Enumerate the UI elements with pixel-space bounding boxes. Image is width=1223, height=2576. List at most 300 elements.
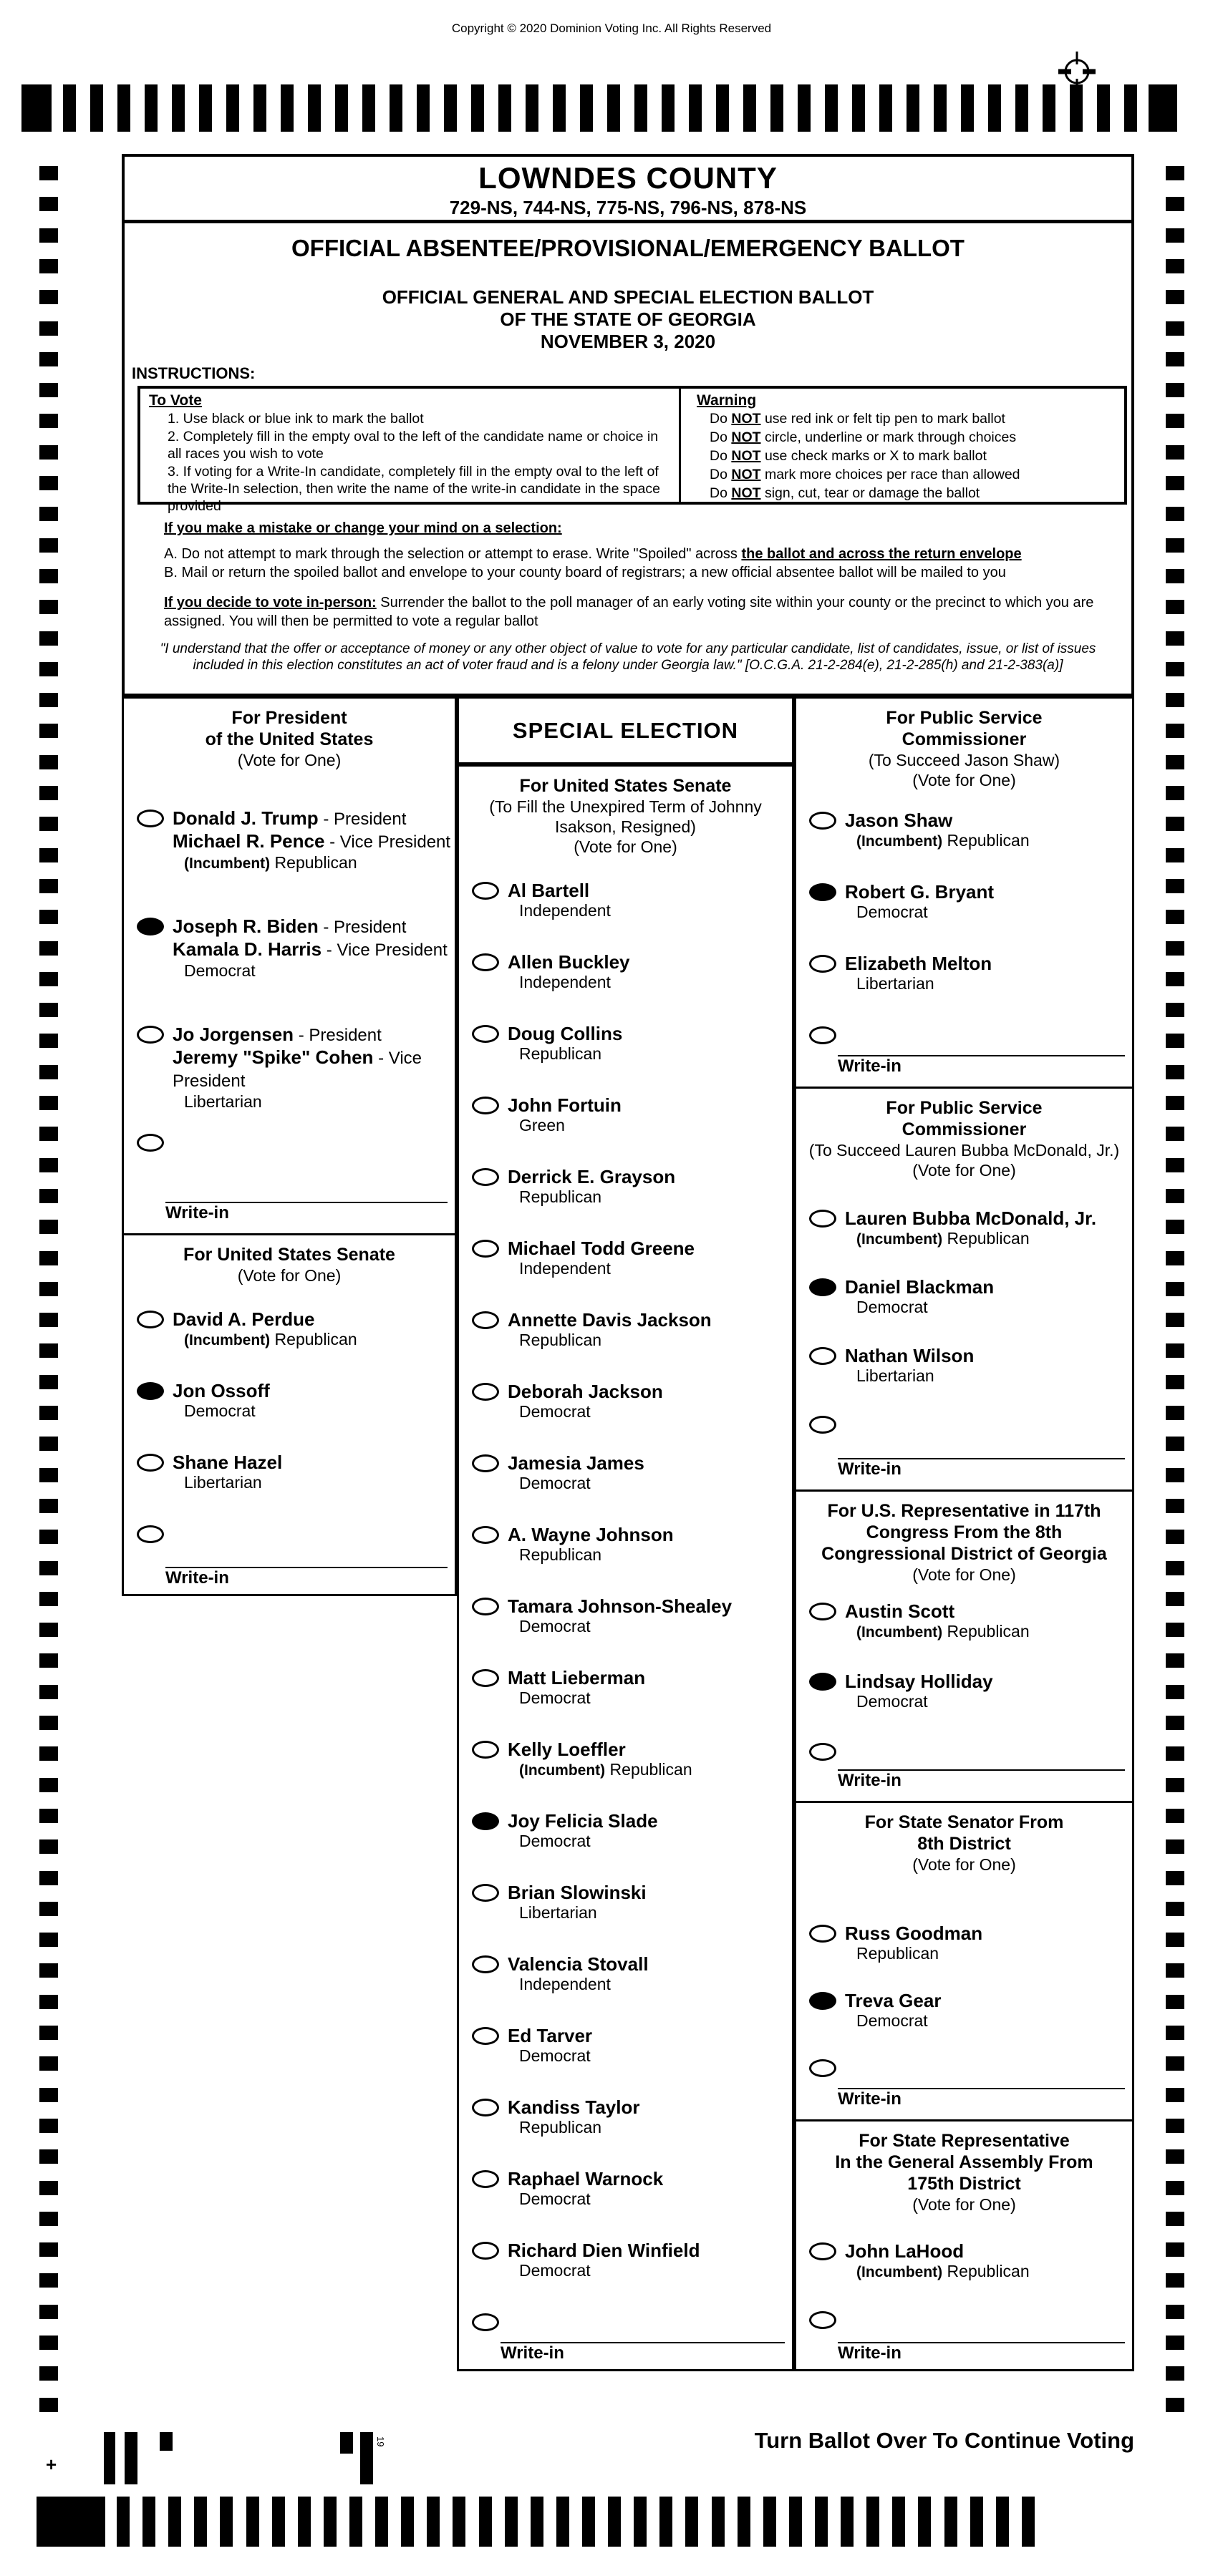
timing-mark — [712, 2497, 725, 2547]
candidate-row — [796, 1923, 1132, 1990]
party-label — [856, 1622, 1129, 1642]
party-name: Libertarian — [856, 1366, 934, 1385]
candidate-name-bold: John LaHood — [845, 2240, 965, 2262]
write-in-label: Write-in — [838, 1459, 901, 1479]
empty-oval[interactable] — [809, 2242, 836, 2260]
candidate-row — [459, 2240, 792, 2311]
timing-mark — [852, 84, 865, 132]
party-name: Democrat — [184, 1401, 256, 1420]
write-in-area — [165, 1202, 448, 1223]
party-label — [184, 853, 452, 873]
candidate-name — [845, 1671, 1129, 1692]
edge-mark — [1166, 445, 1184, 460]
edge-mark — [39, 259, 58, 273]
empty-oval[interactable] — [472, 2242, 499, 2260]
party-name: Republican — [270, 853, 357, 872]
candidate-office-suffix: - President — [318, 918, 407, 937]
party-name: Republican — [270, 1330, 357, 1348]
edge-mark — [39, 2398, 58, 2412]
edge-mark — [1166, 879, 1184, 893]
party-name: Democrat — [519, 1688, 591, 1707]
candidate-text — [845, 2240, 1132, 2282]
candidate-name — [508, 1309, 789, 1331]
empty-oval[interactable] — [472, 1669, 499, 1687]
empty-oval[interactable] — [809, 2059, 836, 2077]
edge-mark — [39, 2181, 58, 2195]
empty-oval[interactable] — [809, 1210, 836, 1228]
candidate-name-bold: Lindsay Holliday — [845, 1671, 993, 1692]
party-name: Green — [519, 1116, 565, 1134]
party-label — [184, 1401, 452, 1421]
party-label — [519, 2046, 789, 2066]
candidate-name-bold: Jeremy "Spike" Cohen — [173, 1046, 374, 1068]
candidate-text — [508, 1739, 792, 1780]
empty-oval[interactable] — [472, 1240, 499, 1258]
copyright-text: Copyright © 2020 Dominion Voting Inc. All Rights Reserved — [451, 21, 772, 35]
edge-mark — [1166, 2273, 1184, 2288]
timing-mark — [172, 84, 185, 132]
edge-mark — [1166, 1653, 1184, 1668]
empty-oval[interactable] — [137, 1454, 164, 1472]
party-label — [519, 2118, 789, 2137]
party-name: Libertarian — [184, 1092, 262, 1111]
special-election-banner-text: SPECIAL ELECTION — [512, 717, 739, 743]
edge-mark — [39, 476, 58, 490]
candidate-row — [124, 1308, 455, 1380]
candidate-name-bold: Russ Goodman — [845, 1923, 983, 1944]
write-in-option-row — [796, 1024, 1132, 1059]
timing-mark — [770, 84, 783, 132]
race-title: Commissioner — [901, 1119, 1027, 1139]
warning-item: Do NOT use red ink or felt tip pen to mark ballot — [710, 411, 1005, 427]
edge-mark — [1166, 1096, 1184, 1110]
candidate-row — [459, 1810, 792, 1882]
candidate-name — [845, 1345, 1129, 1366]
party-name: Democrat — [519, 2046, 591, 2065]
candidate-office-suffix: - Vice President — [324, 832, 451, 852]
candidate-text — [845, 1990, 1132, 2031]
edge-mark — [39, 1096, 58, 1110]
edge-mark — [1166, 2088, 1184, 2102]
candidate-name — [173, 915, 452, 938]
candidate-name-bold: Kandiss Taylor — [508, 2096, 640, 2118]
candidate-name-bold: John Fortuin — [508, 1094, 622, 1116]
candidate-text — [508, 951, 792, 992]
timing-mark — [531, 2497, 543, 2547]
edge-mark — [39, 1963, 58, 1978]
empty-oval[interactable] — [472, 1955, 499, 1973]
edge-mark — [39, 1561, 58, 1575]
race-title: For State Senator From — [864, 1812, 1064, 1832]
candidate-row — [459, 1381, 792, 1452]
empty-oval[interactable] — [472, 1741, 499, 1759]
empty-oval[interactable] — [137, 1026, 164, 1044]
edge-mark — [1166, 2366, 1184, 2381]
edge-mark — [1166, 1189, 1184, 1203]
candidate-text — [508, 1166, 792, 1207]
party-name: Democrat — [184, 961, 256, 980]
edge-mark — [1166, 662, 1184, 676]
candidate-text — [845, 881, 1132, 922]
party-name: Independent — [519, 1975, 611, 1993]
turn-ballot-over-note: Turn Ballot Over To Continue Voting — [754, 2428, 1134, 2453]
alignment-plus-mark: + — [46, 2454, 57, 2475]
edge-mark — [39, 538, 58, 553]
edge-mark — [39, 569, 58, 583]
party-name: Republican — [942, 2262, 1030, 2280]
candidate-name-bold: Jo Jorgensen — [173, 1024, 294, 1045]
party-label — [519, 1760, 789, 1780]
filled-oval[interactable] — [809, 883, 836, 901]
filled-oval[interactable] — [137, 918, 164, 935]
write-in-area — [838, 1458, 1125, 1479]
filled-oval[interactable] — [809, 1992, 836, 2010]
candidate-row — [124, 807, 455, 915]
empty-oval[interactable] — [472, 882, 499, 900]
empty-oval[interactable] — [809, 1026, 836, 1044]
race-title: 175th District — [907, 2174, 1021, 2194]
write-in-area — [501, 2342, 785, 2363]
party-label — [856, 1944, 1129, 1963]
vote-for-label: (Vote for One) — [912, 2195, 1016, 2214]
candidate-name — [173, 807, 452, 830]
candidate-name-bold: Michael R. Pence — [173, 830, 325, 852]
timing-mark — [798, 84, 811, 132]
candidate-name — [173, 830, 452, 853]
candidate-text — [508, 880, 792, 920]
edge-mark — [1166, 321, 1184, 336]
vote-for-label: (Vote for One) — [912, 771, 1016, 789]
empty-oval[interactable] — [472, 1025, 499, 1043]
candidate-text — [845, 1923, 1132, 1963]
vote-for-label: (Vote for One) — [237, 1266, 342, 1285]
timing-mark — [934, 84, 947, 132]
race-header — [796, 1492, 1132, 1600]
empty-oval[interactable] — [472, 1598, 499, 1615]
edge-mark — [1166, 1282, 1184, 1296]
county-header-box — [122, 154, 1134, 223]
candidate-name — [845, 881, 1129, 903]
empty-oval[interactable] — [472, 1097, 499, 1114]
ballot-id-mark — [104, 2432, 115, 2484]
candidate-name-bold: Kamala D. Harris — [173, 938, 322, 960]
candidate-name-bold: Deborah Jackson — [508, 1381, 663, 1402]
incumbent-label: (Incumbent) — [184, 855, 271, 872]
candidate-row — [796, 1600, 1132, 1671]
empty-oval[interactable] — [472, 953, 499, 971]
edge-mark — [1166, 941, 1184, 956]
candidate-name — [845, 1276, 1129, 1298]
empty-oval[interactable] — [809, 1925, 836, 1943]
empty-oval[interactable] — [472, 1884, 499, 1902]
race-title: For Public Service — [886, 708, 1043, 728]
race-subtitle: (To Succeed Jason Shaw) — [868, 751, 1060, 769]
candidate-name-bold: Nathan Wilson — [845, 1345, 975, 1366]
edge-mark — [39, 321, 58, 336]
edge-mark — [39, 2336, 58, 2350]
edge-mark — [39, 2366, 58, 2381]
candidate-text — [508, 2096, 792, 2137]
party-name: Democrat — [519, 1832, 591, 1850]
edge-mark — [1166, 1406, 1184, 1420]
candidate-name — [508, 1166, 789, 1187]
timing-mark — [90, 84, 103, 132]
instructions-box — [137, 386, 1127, 514]
edge-mark — [39, 2273, 58, 2288]
filled-oval[interactable] — [137, 1382, 164, 1400]
party-label — [856, 1366, 1129, 1386]
race-header — [459, 767, 792, 880]
edge-mark — [39, 817, 58, 831]
candidate-name-bold: Treva Gear — [845, 1990, 942, 2011]
candidate-text — [173, 1452, 455, 1492]
race-section — [796, 699, 1132, 1087]
empty-oval[interactable] — [809, 955, 836, 973]
edge-mark — [39, 724, 58, 738]
edge-mark — [1166, 693, 1184, 707]
timing-mark — [907, 84, 919, 132]
voter-fraud-oath: "I understand that the offer or acceptance of money or any other object of value to vote for any particular candidate, list of candidates, issue, or list of issues included in this election constitutes an act of voter fraud and is a felony under Georgia law." [O.C.G.A. 21-2-284(e), 21-2-285(h) and 21-2-383(a)] — [160, 641, 1096, 673]
party-label — [519, 1331, 789, 1350]
edge-mark — [1166, 1778, 1184, 1792]
candidate-name-bold: Joy Felicia Slade — [508, 1810, 658, 1832]
edge-mark — [1166, 755, 1184, 769]
edge-mark — [1166, 352, 1184, 366]
party-label — [519, 1832, 789, 1851]
timing-mark — [738, 2497, 750, 2547]
timing-mark — [918, 2497, 931, 2547]
party-label — [184, 1473, 452, 1492]
empty-oval[interactable] — [472, 2099, 499, 2116]
candidate-text — [508, 2025, 792, 2066]
timing-mark — [199, 84, 212, 132]
empty-oval[interactable] — [472, 2027, 499, 2045]
edge-mark — [1166, 724, 1184, 738]
warning-item: Do NOT mark more choices per race than allowed — [710, 467, 1020, 482]
race-section — [796, 2119, 1132, 2373]
edge-mark — [1166, 1251, 1184, 1265]
timing-mark — [390, 84, 402, 132]
candidate-row — [124, 915, 455, 1024]
empty-oval[interactable] — [809, 1743, 836, 1761]
timing-mark — [970, 2497, 983, 2547]
party-name: Democrat — [519, 1402, 591, 1421]
warning-item: Do NOT circle, underline or mark through choices — [710, 429, 1017, 445]
timing-mark — [246, 2497, 259, 2547]
party-label — [519, 2189, 789, 2209]
empty-oval[interactable] — [809, 2311, 836, 2329]
edge-mark — [39, 2026, 58, 2040]
candidate-name-bold: Daniel Blackman — [845, 1276, 995, 1298]
edge-mark — [1166, 1158, 1184, 1172]
candidate-text — [508, 1452, 792, 1493]
candidate-office-suffix: - Vice President — [173, 1049, 422, 1091]
empty-oval[interactable] — [137, 1134, 164, 1152]
edge-mark — [39, 414, 58, 428]
party-label — [184, 1092, 452, 1112]
candidate-name — [173, 938, 452, 961]
edge-mark — [1166, 1065, 1184, 1079]
edge-mark — [1166, 476, 1184, 490]
timing-mark — [1022, 2497, 1035, 2547]
empty-oval[interactable] — [137, 1525, 164, 1543]
edge-mark — [39, 1189, 58, 1203]
candidate-name — [508, 1595, 789, 1617]
timing-mark-strip-top — [21, 84, 1177, 132]
candidate-text — [845, 1345, 1132, 1386]
timing-mark — [608, 2497, 621, 2547]
edge-mark — [1166, 2119, 1184, 2133]
edge-mark — [39, 1653, 58, 1668]
race-title: Congressional District of Georgia — [821, 1544, 1107, 1564]
edge-mark — [39, 1065, 58, 1079]
incumbent-label: (Incumbent) — [519, 1762, 606, 1779]
edge-mark — [1166, 166, 1184, 180]
candidate-name-bold: Jon Ossoff — [173, 1380, 270, 1401]
candidate-row — [459, 1667, 792, 1739]
edge-mark — [39, 2088, 58, 2102]
party-label — [519, 1402, 789, 1421]
empty-oval[interactable] — [472, 2170, 499, 2188]
empty-oval[interactable] — [472, 1168, 499, 1186]
timing-mark-strip-bottom — [37, 2497, 1046, 2547]
write-in-area — [165, 1567, 448, 1588]
candidate-text — [508, 1524, 792, 1565]
timing-mark — [825, 84, 838, 132]
timing-mark — [841, 2497, 854, 2547]
candidate-text — [173, 1380, 455, 1421]
timing-mark — [743, 84, 756, 132]
candidate-name — [845, 953, 1129, 974]
candidate-text — [508, 1953, 792, 1994]
candidate-name — [508, 880, 789, 901]
empty-oval[interactable] — [809, 1416, 836, 1434]
empty-oval[interactable] — [472, 1526, 499, 1544]
empty-oval[interactable] — [809, 1603, 836, 1620]
timing-mark — [253, 84, 266, 132]
candidate-text — [845, 1671, 1132, 1711]
party-name: Independent — [519, 901, 611, 920]
candidate-name-bold: Kelly Loeffler — [508, 1739, 626, 1760]
edge-mark — [39, 2056, 58, 2071]
candidate-text — [845, 810, 1132, 851]
candidate-name — [508, 1524, 789, 1545]
party-name: Republican — [519, 1331, 602, 1349]
timing-mark — [479, 2497, 492, 2547]
candidate-text — [173, 915, 455, 981]
edge-mark — [39, 600, 58, 614]
edge-mark — [39, 1158, 58, 1172]
candidate-name — [508, 1810, 789, 1832]
stub-code: 19 — [375, 2436, 386, 2447]
party-label — [856, 2262, 1129, 2282]
write-in-label: Write-in — [165, 1568, 229, 1588]
edge-mark — [39, 1623, 58, 1637]
empty-oval[interactable] — [809, 812, 836, 830]
party-name: Republican — [519, 2118, 602, 2137]
filled-oval[interactable] — [809, 1673, 836, 1691]
candidate-text — [845, 1600, 1132, 1642]
edge-mark — [1166, 414, 1184, 428]
filled-oval[interactable] — [472, 1812, 499, 1830]
timing-mark — [444, 84, 457, 132]
to-vote-cell — [140, 389, 679, 514]
ballot-id-mark — [340, 2432, 353, 2454]
timing-endblock — [21, 84, 52, 132]
empty-oval[interactable] — [472, 2313, 499, 2331]
candidate-name-bold: Allen Buckley — [508, 951, 630, 973]
edge-mark — [39, 1716, 58, 1730]
candidate-row — [459, 2096, 792, 2168]
candidate-text — [508, 1381, 792, 1421]
race-section — [459, 764, 792, 2373]
party-name: Democrat — [856, 903, 928, 921]
timing-mark — [401, 2497, 414, 2547]
timing-mark — [63, 84, 76, 132]
edge-mark — [39, 1375, 58, 1389]
candidate-name — [845, 2240, 1129, 2262]
candidate-name — [845, 1600, 1129, 1622]
to-vote-item: 3. If voting for a Write-In candidate, completely fill in the empty oval to the left of the Write-In selection, then write the name of the write-in candidate in the space provided — [168, 464, 660, 514]
candidate-row — [459, 1524, 792, 1595]
party-label — [519, 1975, 789, 1994]
edge-mark — [39, 848, 58, 862]
empty-oval[interactable] — [137, 1311, 164, 1328]
edge-mark — [1166, 910, 1184, 924]
edge-mark — [1166, 2242, 1184, 2257]
instructions-label: INSTRUCTIONS: — [132, 364, 256, 382]
timing-mark — [1070, 84, 1083, 132]
candidate-name — [845, 810, 1129, 831]
candidate-row — [459, 1166, 792, 1238]
edge-mark — [39, 2305, 58, 2319]
empty-oval[interactable] — [809, 1347, 836, 1365]
timing-mark — [553, 84, 566, 132]
edge-mark — [1166, 786, 1184, 800]
edge-mark — [39, 2212, 58, 2226]
empty-oval[interactable] — [472, 1454, 499, 1472]
filled-oval[interactable] — [809, 1278, 836, 1296]
empty-oval[interactable] — [137, 810, 164, 827]
candidate-text — [508, 1667, 792, 1708]
edge-mark — [39, 1530, 58, 1544]
write-in-label: Write-in — [838, 2343, 901, 2363]
candidate-text — [173, 1308, 455, 1350]
candidate-row — [459, 1882, 792, 1953]
edge-mark — [1166, 2336, 1184, 2350]
timing-mark — [892, 2497, 905, 2547]
edge-mark — [39, 1220, 58, 1234]
party-name: Republican — [942, 1229, 1030, 1248]
edge-mark — [39, 879, 58, 893]
party-name: Republican — [856, 1944, 939, 1963]
party-name: Republican — [519, 1545, 602, 1564]
party-label — [519, 2261, 789, 2280]
county-title: LOWNDES COUNTY — [478, 161, 778, 195]
edge-mark — [1166, 2181, 1184, 2195]
empty-oval[interactable] — [472, 1311, 499, 1329]
edge-mark — [39, 1809, 58, 1823]
party-name: Democrat — [519, 2261, 591, 2280]
edge-mark — [1166, 1127, 1184, 1141]
edge-mark — [39, 1499, 58, 1513]
candidate-row — [796, 1990, 1132, 2057]
empty-oval[interactable] — [472, 1383, 499, 1401]
edge-mark — [39, 1437, 58, 1451]
candidate-office-suffix: - President — [318, 810, 407, 829]
edge-mark — [39, 1282, 58, 1296]
edge-mark — [39, 662, 58, 676]
